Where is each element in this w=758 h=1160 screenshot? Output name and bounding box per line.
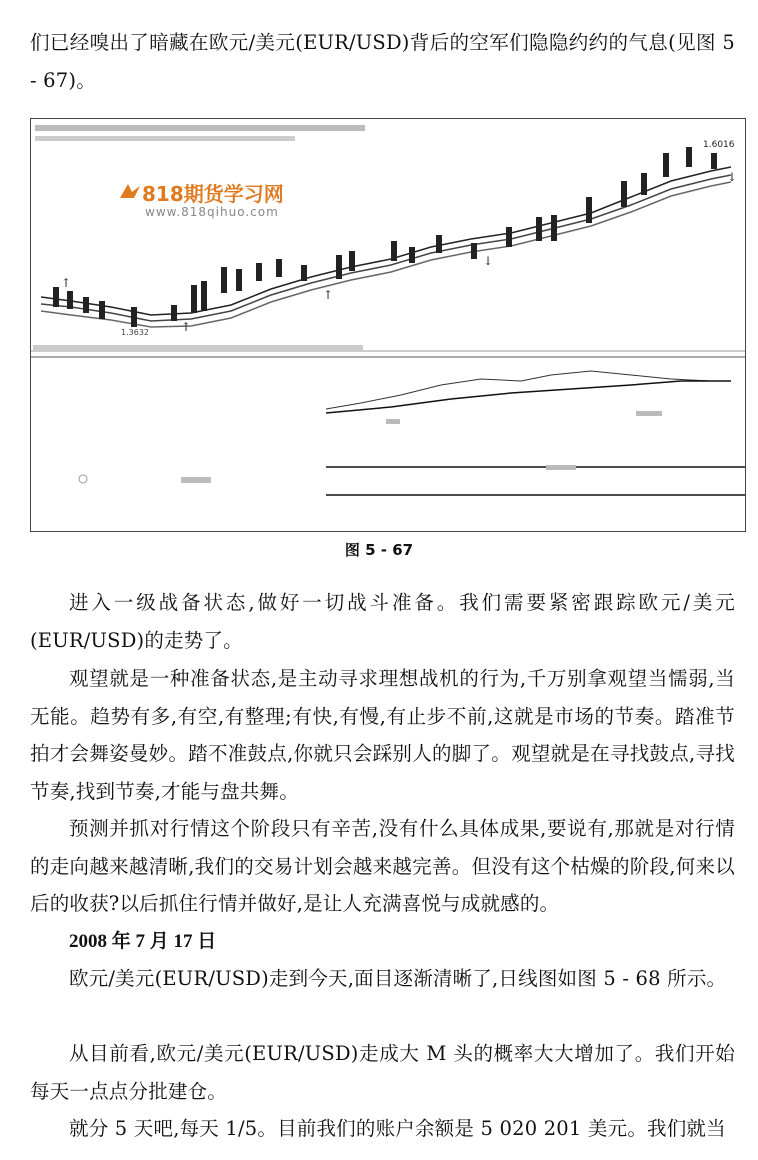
candle [686,147,692,167]
candle [409,247,415,263]
candle [391,241,397,261]
candle [67,291,73,309]
arrow-marker: ↓ [727,170,738,184]
chart-header-noise [35,125,365,131]
paragraph-5: 欧元/美元(EUR/USD)走到今天,面目逐渐清晰了,日线图如图 5 - 68 所示。 [69,967,727,990]
candle [506,227,512,247]
price-label-high: 1.6016 [703,140,735,150]
candle [641,173,647,195]
panel-noise-label [386,419,400,424]
indicator-header-noise [33,345,363,351]
candle [663,153,669,177]
candle [536,217,542,241]
candlestick-chart-svg [31,119,745,531]
candle [711,153,717,169]
panel-noise-mark [79,475,87,483]
figure-caption: 图 5 - 67 [344,541,414,559]
candle [236,269,242,291]
paragraph-1: 们已经嗅出了暗藏在欧元/美元(EUR/USD)背后的空军们隐隐约约的气息(见图 5 - 67)。 [30,31,735,92]
candle [551,215,557,241]
candle [171,305,177,321]
panel-noise-label [181,477,211,483]
paragraph-6: 从目前看,欧元/美元(EUR/USD)走成大 M 头的概率大大增加了。我们开始每天一点点分批建仓。 [30,1042,735,1103]
paragraph-3: 观望就是一种准备状态,是主动寻求理想战机的行为,千万别拿观望当懦弱,当无能。趋势有多,有空,有整理;有快,有慢,有止步不前,这就是市场的节奏。踏准节拍才会舞姿曼妙。踏不准鼓点,你就只会踩别人的脚了。观望就是在寻找鼓点,寻找节奏,找到节奏,才能与盘共舞。 [30,667,735,803]
candle [53,287,59,307]
paragraph-7: 就分 5 天吧,每天 1/5。目前我们的账户余额是 5 020 201 美元。我们就当 [69,1117,726,1140]
arrow-marker: ↑ [181,320,192,334]
candle [256,263,262,281]
paragraph-2: 进入一级战备状态,做好一切战斗准备。我们需要紧密跟踪欧元/美元(EUR/USD)的走势了。 [30,591,735,652]
candle [349,251,355,271]
price-label-low: 1.3632 [121,328,149,337]
indicator-line-lower [326,381,731,413]
watermark-url: www.818qihuo.com [145,205,279,219]
candle [436,235,442,253]
arrow-marker: ↓ [483,254,494,268]
watermark-brand: 818期货学习网 [142,182,284,206]
candle [471,243,477,259]
indicator-line-upper [326,371,731,409]
candle [201,281,207,311]
panel-noise-label [636,411,662,416]
arrow-marker: ↑ [323,288,334,302]
candle [221,267,227,293]
candles-group [53,147,717,327]
candle [99,301,105,319]
panel-noise-label [546,465,576,470]
watermark-logo-icon [118,182,142,200]
candle [301,265,307,281]
candle [276,259,282,277]
candle [621,181,627,207]
candle [191,285,197,313]
candle [83,297,89,313]
candle [586,197,592,223]
candle [336,255,342,279]
arrow-marker: ↑ [61,276,72,290]
candle [131,307,137,327]
chart-header-noise-2 [35,136,295,141]
figure-5-67-chart [30,118,746,532]
paragraph-4: 预测并抓对行情这个阶段只有辛苦,没有什么具体成果,要说有,那就是对行情的走向越来越清晰,我们的交易计划会越来越完善。但没有这个枯燥的阶段,何来以后的收获?以后抓住行情并做好,是让人充满喜悦与成就感的。 [30,817,735,915]
date-heading: 2008 年 7 月 17 日 [69,931,217,952]
